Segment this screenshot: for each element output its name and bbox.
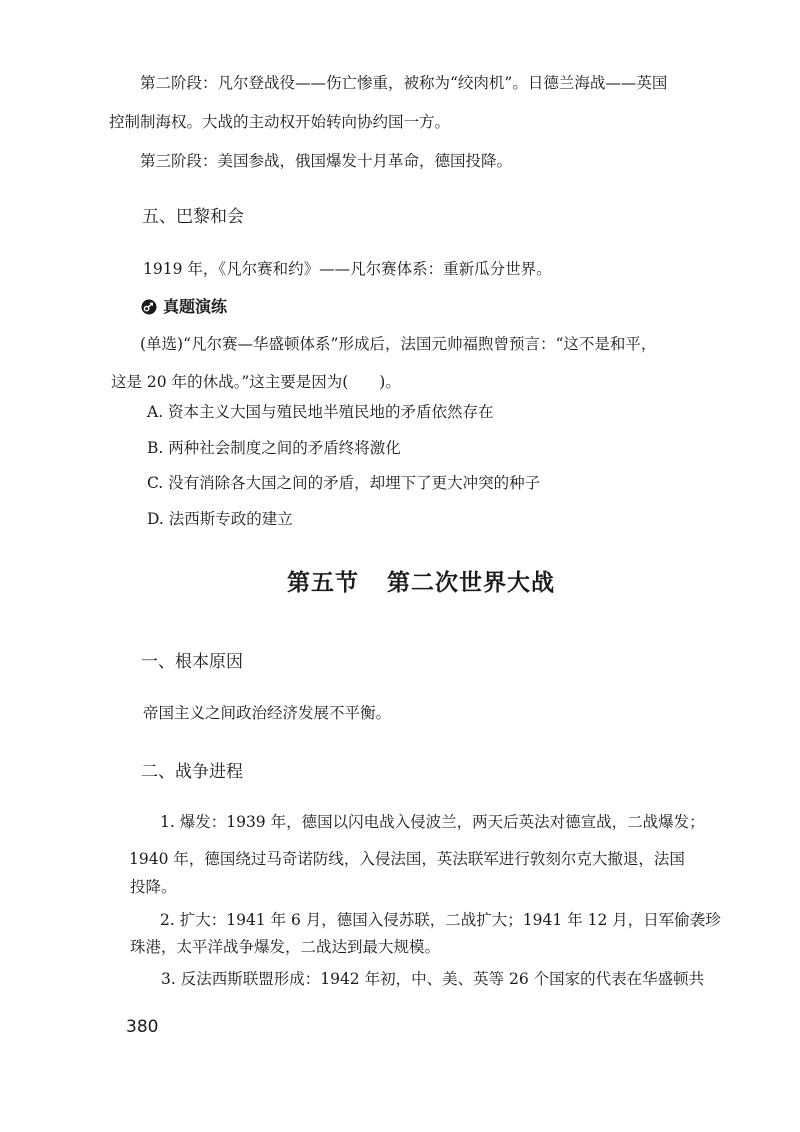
process-2-line-2: 珠港，太平洋战争爆发，二战达到最大规模。	[130, 938, 441, 956]
question-line-1: (单选)“凡尔赛—华盛顿体系”形成后，法国元帅福煦曾预言：“这不是和平，	[140, 335, 657, 353]
option-d: D. 法西斯专政的建立	[147, 510, 293, 528]
root-cause-text: 帝国主义之间政治经济发展不平衡。	[143, 704, 392, 722]
practice-icon	[141, 299, 157, 315]
section-name: 第二次世界大战	[387, 570, 555, 596]
stage2-line-2: 控制制海权。大战的主动权开始转向协约国一方。	[109, 113, 451, 131]
war-process-heading: 二、战争进程	[141, 762, 243, 782]
process-2-line-1: 2. 扩大：1941 年 6 月，德国入侵苏联，二战扩大；1941 年 12 月，日军偷袭珍	[160, 911, 721, 929]
process-1-line-2: 1940 年，德国绕过马奇诺防线，入侵法国，英法联军进行敦刻尔克大撤退，法国	[129, 850, 685, 868]
section-number: 第五节	[287, 570, 359, 596]
practice-label-text: 真题演练	[163, 297, 228, 316]
versailles-line: 1919 年，《凡尔赛和约》——凡尔赛体系：重新瓜分世界。	[143, 260, 552, 278]
process-1-line-1: 1. 爆发：1939 年，德国以闪电战入侵波兰，两天后英法对德宣战，二战爆发；	[160, 813, 705, 831]
stage2-line-1: 第二阶段：凡尔登战役——伤亡惨重，被称为“绞肉机”。日德兰海战——英国	[140, 74, 668, 92]
option-b: B. 两种社会制度之间的矛盾终将激化	[147, 439, 401, 457]
paris-conference-heading: 五、巴黎和会	[142, 207, 244, 227]
section-title	[287, 569, 555, 597]
process-3-line-1: 3. 反法西斯联盟形成：1942 年初，中、美、英等 26 个国家的代表在华盛顿共	[161, 970, 705, 988]
page-number: 380	[126, 1017, 159, 1037]
root-cause-heading: 一、根本原因	[141, 652, 243, 672]
question-line-2: 这是 20 年的休战。”这主要是因为( )。	[111, 373, 401, 391]
practice-label	[141, 297, 227, 317]
option-c: C. 没有消除各大国之间的矛盾，却埋下了更大冲突的种子	[147, 474, 541, 492]
option-a: A. 资本主义大国与殖民地半殖民地的矛盾依然存在	[147, 403, 494, 421]
stage3-line: 第三阶段：美国参战，俄国爆发十月革命，德国投降。	[140, 152, 513, 170]
process-1-line-3: 投降。	[130, 878, 177, 896]
